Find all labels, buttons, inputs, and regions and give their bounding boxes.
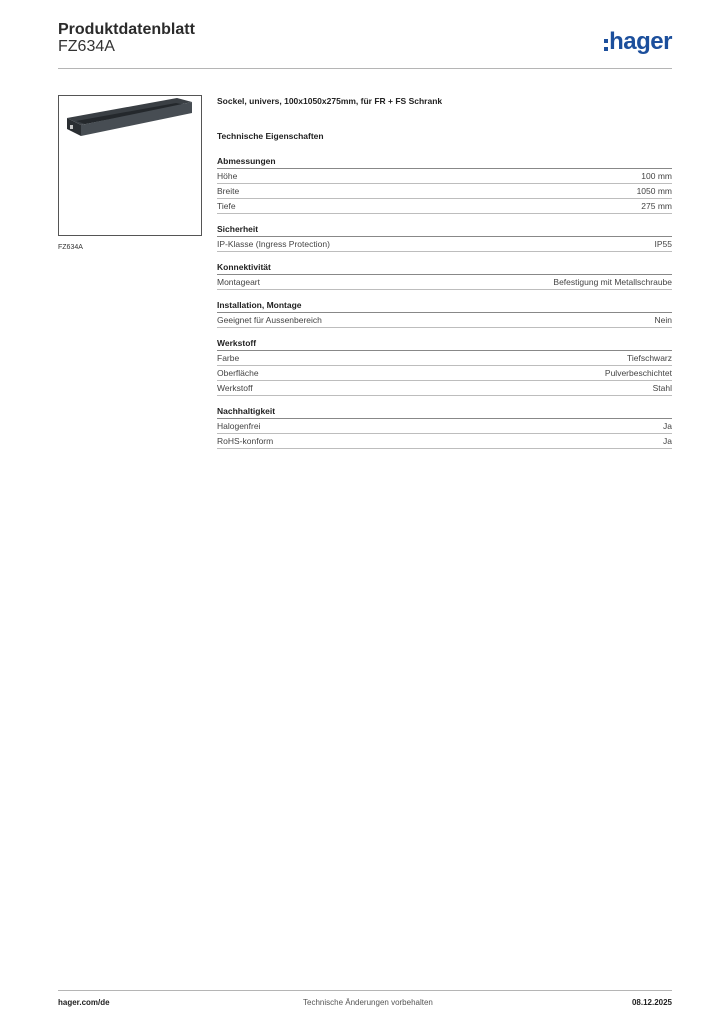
property-label: IP-Klasse (Ingress Protection) — [217, 239, 330, 249]
property-group-title: Konnektivität — [217, 262, 672, 275]
property-group — [217, 300, 672, 328]
property-value: 100 mm — [641, 171, 672, 181]
plinth-product-icon — [59, 96, 201, 235]
page-title: Produktdatenblatt — [58, 21, 195, 38]
property-row — [217, 169, 672, 184]
property-group — [217, 156, 672, 214]
property-row — [217, 351, 672, 366]
header-divider — [58, 68, 672, 69]
property-group-title: Werkstoff — [217, 338, 672, 351]
logo-text: hager — [609, 28, 672, 55]
property-value: Tiefschwarz — [626, 353, 672, 363]
property-label: Werkstoff — [217, 383, 253, 393]
footer-notice: Technische Änderungen vorbehalten — [303, 998, 433, 1007]
property-value: 275 mm — [641, 201, 672, 211]
property-group — [217, 406, 672, 449]
property-label: Breite — [217, 186, 240, 196]
property-label: Farbe — [217, 353, 240, 363]
property-group-title: Installation, Montage — [217, 300, 672, 313]
property-group-title: Sicherheit — [217, 224, 672, 237]
property-value: Befestigung mit Metallschraube — [553, 277, 672, 287]
property-value: IP55 — [654, 239, 672, 249]
property-value: Stahl — [652, 383, 672, 393]
property-row — [217, 366, 672, 381]
property-row — [217, 381, 672, 396]
footer-date: 08.12.2025 — [631, 998, 672, 1007]
property-row — [217, 199, 672, 214]
footer-divider — [58, 990, 672, 991]
property-row — [217, 237, 672, 252]
property-label: Montageart — [217, 277, 260, 287]
property-label: Halogenfrei — [217, 421, 261, 431]
property-label: RoHS-konform — [217, 436, 274, 446]
property-value: 1050 mm — [636, 186, 672, 196]
property-row — [217, 434, 672, 449]
property-label: Geeignet für Aussenbereich — [217, 315, 322, 325]
property-row — [217, 419, 672, 434]
property-group — [217, 262, 672, 290]
property-group — [217, 338, 672, 396]
property-row — [217, 313, 672, 328]
properties-content — [217, 96, 672, 459]
footer-website-link[interactable]: hager.com/de — [58, 998, 110, 1007]
product-image — [58, 95, 202, 236]
property-label: Oberfläche — [217, 368, 259, 378]
property-row — [217, 184, 672, 199]
logo-mark-icon — [604, 39, 608, 51]
product-description: Sockel, univers, 100x1050x275mm, für FR + FS Schrank — [217, 96, 443, 106]
section-heading: Technische Eigenschaften — [217, 131, 324, 141]
product-code-subtitle: FZ634A — [58, 38, 115, 55]
property-value: Pulverbeschichtet — [604, 368, 672, 378]
property-label: Tiefe — [217, 201, 236, 211]
property-value: Ja — [663, 436, 672, 446]
property-value: Nein — [654, 315, 672, 325]
property-row — [217, 275, 672, 290]
image-caption: FZ634A — [58, 244, 83, 251]
property-group-title: Nachhaltigkeit — [217, 406, 672, 419]
property-group — [217, 224, 672, 252]
property-label: Höhe — [217, 171, 238, 181]
hager-logo[interactable] — [604, 28, 672, 56]
property-group-title: Abmessungen — [217, 156, 672, 169]
property-value: Ja — [663, 421, 672, 431]
